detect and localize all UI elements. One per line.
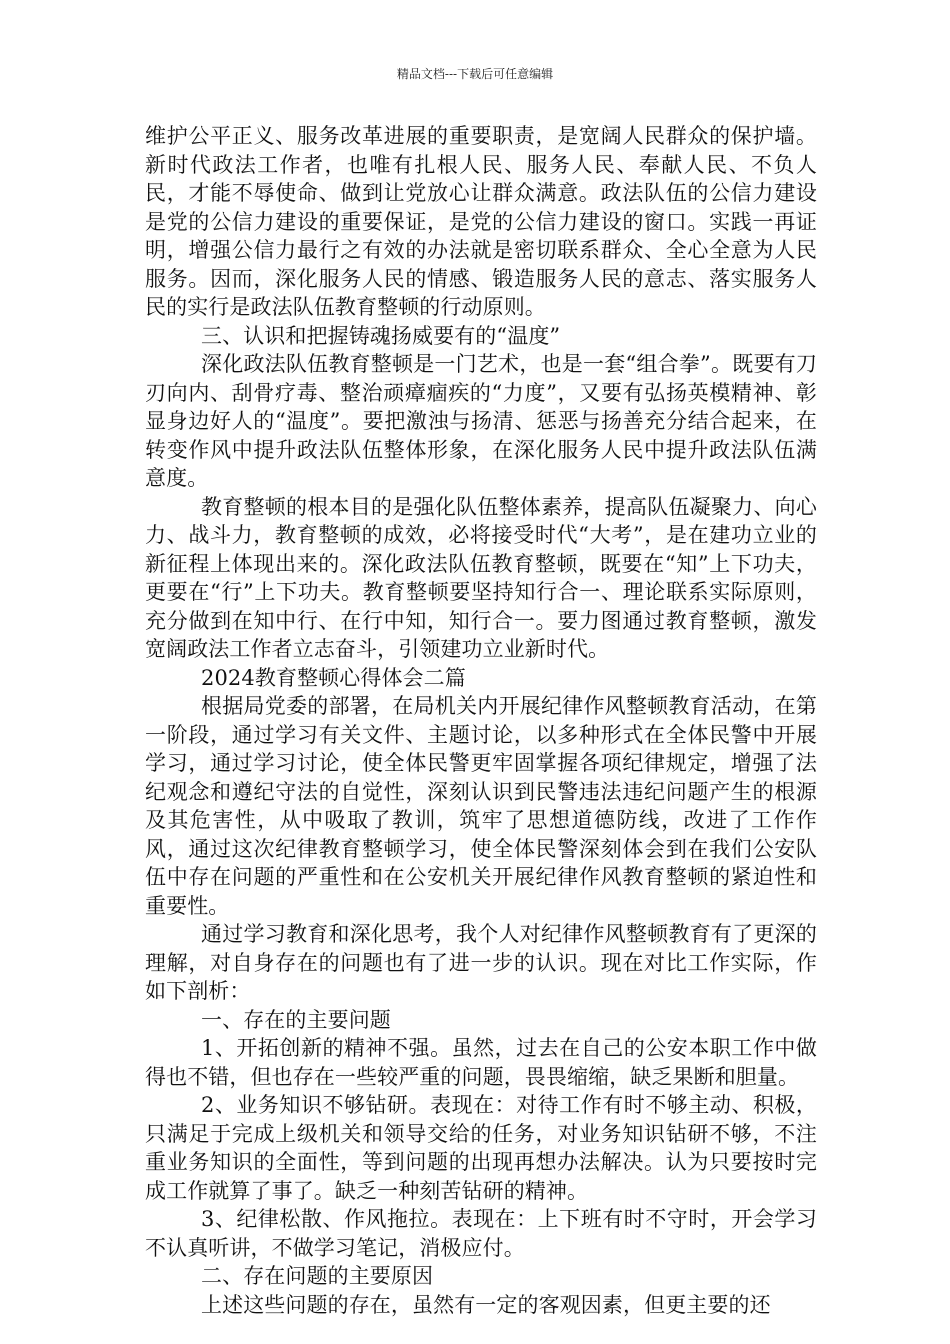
article-title-two: 2024教育整顿心得体会二篇 — [201, 665, 466, 690]
section-heading-three: 三、认识和把握铸魂扬威要有的“温度” — [201, 323, 561, 348]
document-body — [145, 122, 817, 1319]
paragraph: 深化政法队伍教育整顿是一门艺术，也是一套“组合拳”。既要有刀刃向内、刮骨疗毒、整治顽瘴痼疾的“力度”，又要有弘扬英模精神、彰显身边好人的“温度”。要把激浊与扬清、惩恶与扬善充分结合起来，在转变作风中提升政法队伍整体形象，在深化服务人民中提升政法队伍满意度。 — [145, 352, 817, 490]
paragraph-continuation: 维护公平正义、服务改革进展的重要职责，是宽阔人民群众的保护墙。新时代政法工作者，也唯有扎根人民、服务人民、奉献人民、不负人民，才能不辱使命、做到让党放心让群众满意。政法队伍的公信力建设是党的公信力建设的重要保证，是党的公信力建设的窗口。实践一再证明，增强公信力最行之有效的办法就是密切联系群众、全心全意为人民服务。因而，深化服务人民的情感、锻造服务人民的意志、落实服务人民的实行是政法队伍教育整顿的行动原则。 — [145, 124, 817, 319]
paragraph: 上述这些问题的存在，虽然有一定的客观因素，但更主要的还 — [201, 1292, 771, 1317]
paragraph: 教育整顿的根本目的是强化队伍整体素养，提高队伍凝聚力、向心力、战斗力，教育整顿的成效，必将接受时代“大考”，是在建功立业的新征程上体现出来的。深化政法队伍教育整顿，既要在“知”上下功夫，更要在“行”上下功夫。教育整顿要坚持知行合一、理论联系实际原则，充分做到在知中行、在行中知，知行合一。要力图通过教育整顿，激发宽阔政法工作者立志奋斗，引领建功立业新时代。 — [145, 494, 817, 661]
paragraph: 通过学习教育和深化思考，我个人对纪律作风整顿教育有了更深的理解，对自身存在的问题也有了进一步的认识。现在对比工作实际，作如下剖析： — [145, 922, 817, 1003]
paragraph: 根据局党委的部署，在局机关内开展纪律作风整顿教育活动，在第一阶段，通过学习有关文件、主题讨论，以多种形式在全体民警中开展学习，通过学习讨论，使全体民警更牢固掌握各项纪律规定，增强了法纪观念和遵纪守法的自觉性，深刻认识到民警违法违纪问题产生的根源及其危害性，从中吸取了教训，筑牢了思想道德防线，改进了工作作风，通过这次纪律教育整顿学习，使全体民警深刻体会到在我们公安队伍中存在问题的严重性和在公安机关开展纪律作风教育整顿的紧迫性和重要性。 — [145, 694, 817, 918]
section-heading-one: 一、存在的主要问题 — [201, 1007, 391, 1032]
list-item: 2、业务知识不够钻研。表现在：对待工作有时不够主动、积极，只满足于完成上级机关和领导交给的任务，对业务知识钻研不够，不注重业务知识的全面性，等到问题的出现再想办法解决。认为只要按时完成工作就算了事了。缺乏一种刻苦钻研的精神。 — [145, 1093, 817, 1203]
section-heading-two: 二、存在问题的主要原因 — [201, 1264, 434, 1288]
page-header: 精品文档---下载后可任意编辑 — [396, 67, 554, 81]
list-item: 3、纪律松散、作风拖拉。表现在：上下班有时不守时，开会学习不认真听讲，不做学习笔记，消极应付。 — [145, 1207, 817, 1260]
list-item: 1、开拓创新的精神不强。虽然，过去在自己的公安本职工作中做得也不错，但也存在一些较严重的问题，畏畏缩缩，缺乏果断和胆量。 — [145, 1036, 817, 1089]
